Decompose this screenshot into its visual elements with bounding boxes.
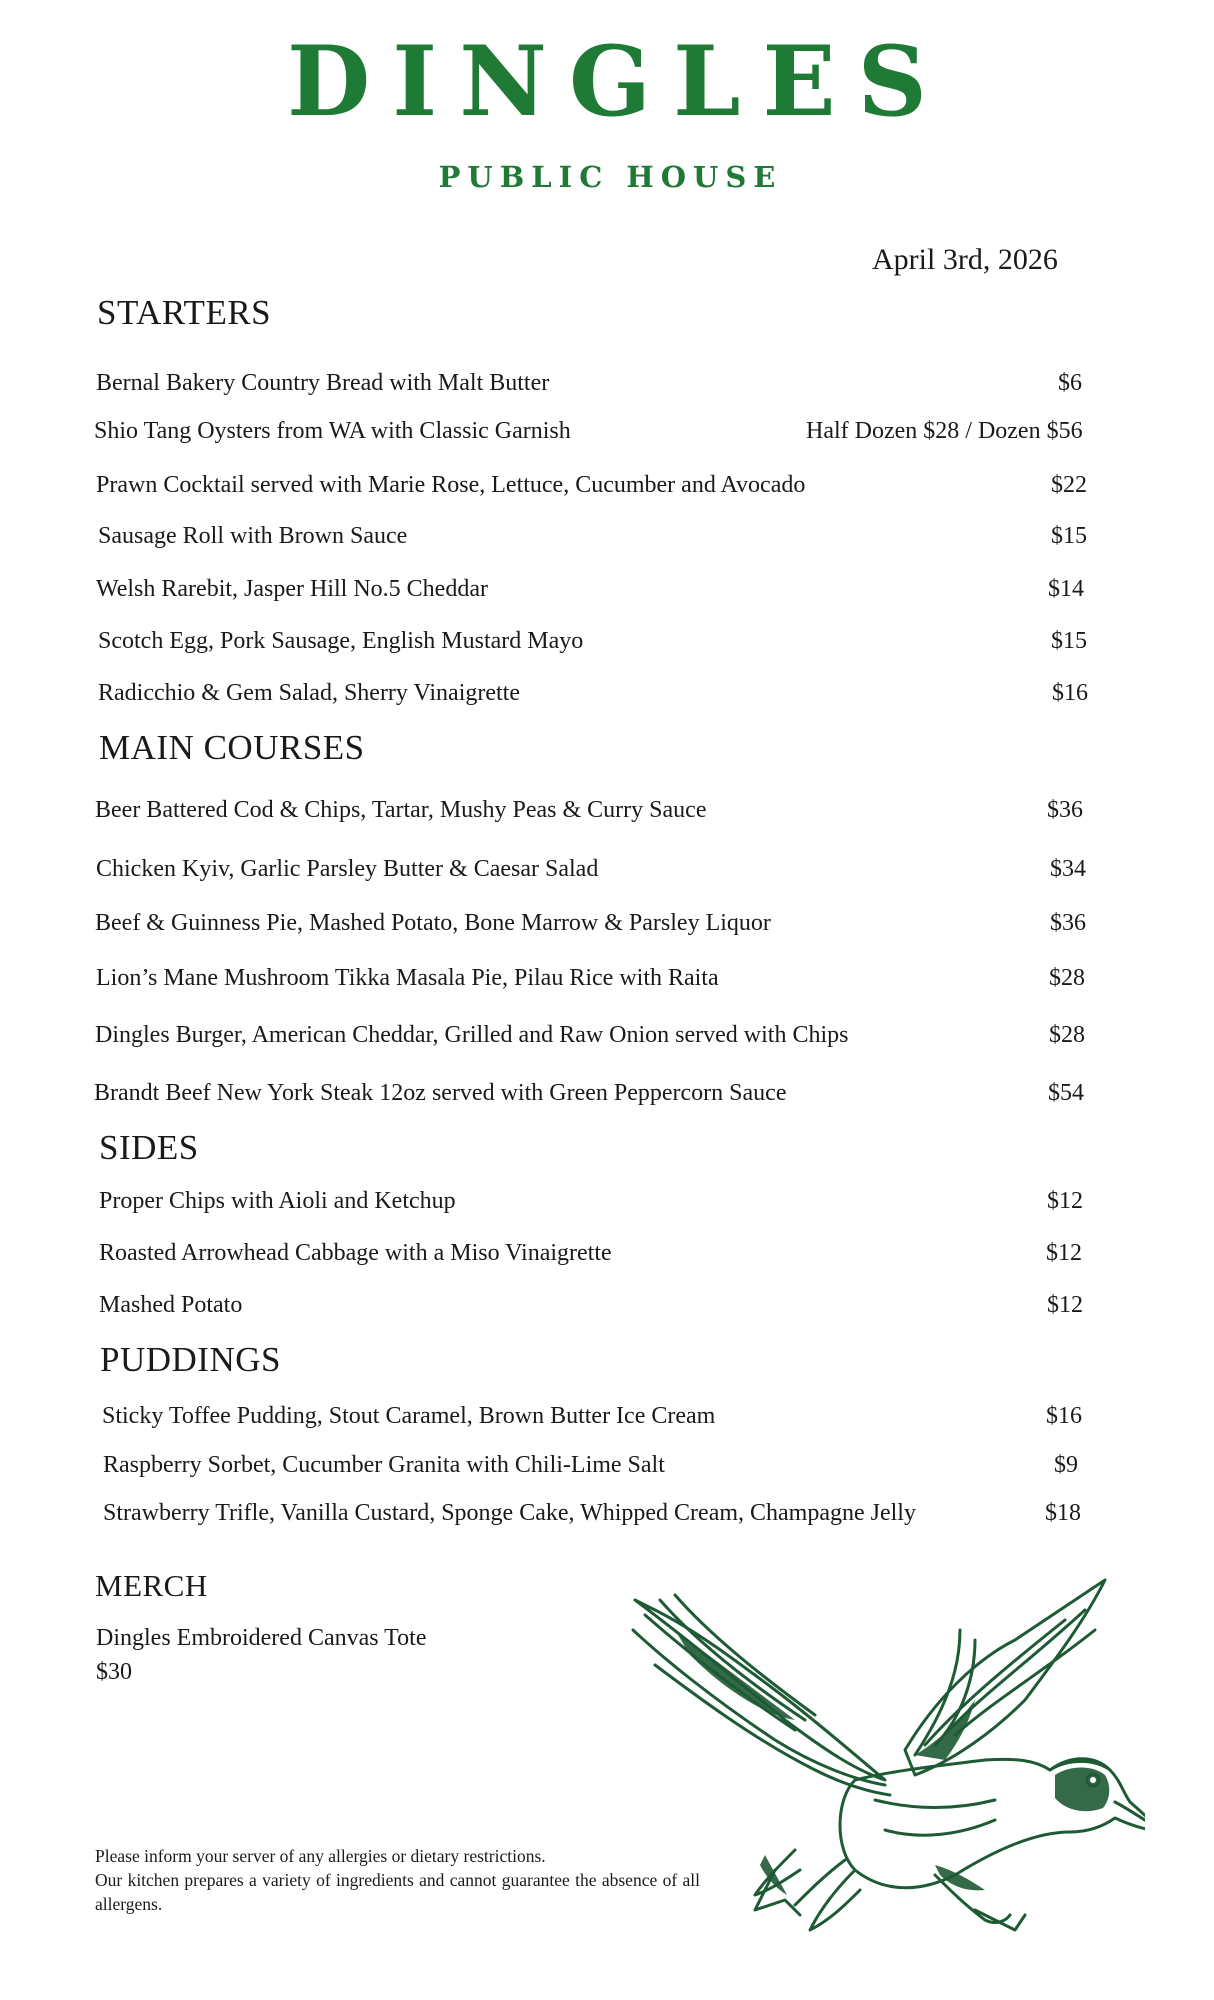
menu-item-price: $36 xyxy=(1050,910,1086,936)
allergy-line-2: Our kitchen prepares a variety of ingredients and cannot guarantee the absence of all allergens. xyxy=(95,1870,700,1914)
menu-item-price: $14 xyxy=(1048,576,1084,602)
menu-item-name: Raspberry Sorbet, Cucumber Granita with Chili-Lime Salt xyxy=(103,1452,665,1478)
menu-item-name: Welsh Rarebit, Jasper Hill No.5 Cheddar xyxy=(96,576,488,602)
menu-item-price: $9 xyxy=(1054,1452,1078,1478)
menu-item-price: $28 xyxy=(1049,965,1085,991)
section-title-main-courses: MAIN COURSES xyxy=(99,728,365,767)
allergy-notice xyxy=(95,1844,700,1916)
menu-item-price: $34 xyxy=(1050,856,1086,882)
menu-date: April 3rd, 2026 xyxy=(872,243,1058,276)
menu-item-price: $36 xyxy=(1047,797,1083,823)
allergy-line-1: Please inform your server of any allergies or dietary restrictions. xyxy=(95,1846,546,1866)
menu-item-name: Mashed Potato xyxy=(99,1292,243,1318)
menu-item-price: $54 xyxy=(1048,1080,1084,1106)
menu-item-price: $16 xyxy=(1052,680,1088,706)
menu-item-price: $12 xyxy=(1047,1188,1083,1214)
menu-item-name: Radicchio & Gem Salad, Sherry Vinaigrette xyxy=(98,680,521,706)
merch-item-price: $30 xyxy=(96,1659,132,1685)
menu-item-price: $18 xyxy=(1045,1500,1081,1526)
section-title-merch: MERCH xyxy=(95,1568,208,1603)
section-title-puddings: PUDDINGS xyxy=(100,1340,281,1379)
brand-header xyxy=(0,25,1214,194)
menu-item-name: Beef & Guinness Pie, Mashed Potato, Bone Marrow & Parsley Liquor xyxy=(95,910,771,936)
duck-illustration-icon xyxy=(615,1570,1145,1940)
menu-item-name: Brandt Beef New York Steak 12oz served with Green Peppercorn Sauce xyxy=(94,1080,787,1106)
merch-item-name: Dingles Embroidered Canvas Tote xyxy=(96,1625,427,1651)
menu-item-price: $28 xyxy=(1049,1022,1085,1048)
menu-item-name: Shio Tang Oysters from WA with Classic Garnish xyxy=(94,418,571,444)
menu-item-name: Sticky Toffee Pudding, Stout Caramel, Brown Butter Ice Cream xyxy=(102,1403,716,1429)
menu-item-price: $15 xyxy=(1051,628,1087,654)
menu-item-name: Beer Battered Cod & Chips, Tartar, Mushy Peas & Curry Sauce xyxy=(95,797,707,823)
menu-item-name: Prawn Cocktail served with Marie Rose, Lettuce, Cucumber and Avocado xyxy=(96,472,806,498)
menu-item-name: Dingles Burger, American Cheddar, Grilled and Raw Onion served with Chips xyxy=(95,1022,849,1048)
menu-item-name: Scotch Egg, Pork Sausage, English Mustard Mayo xyxy=(98,628,584,654)
menu-item-name: Roasted Arrowhead Cabbage with a Miso Vinaigrette xyxy=(99,1240,612,1266)
menu-item-name: Lion’s Mane Mushroom Tikka Masala Pie, Pilau Rice with Raita xyxy=(96,965,719,991)
menu-item-name: Chicken Kyiv, Garlic Parsley Butter & Caesar Salad xyxy=(96,856,599,882)
menu-item-price: $16 xyxy=(1046,1403,1082,1429)
menu-item-price: Half Dozen $28 / Dozen $56 xyxy=(806,418,1083,444)
brand-name: DINGLES xyxy=(287,25,949,138)
section-title-sides: SIDES xyxy=(99,1128,199,1167)
menu-item-name: Sausage Roll with Brown Sauce xyxy=(98,523,408,549)
menu-item-price: $6 xyxy=(1058,370,1082,396)
menu-item-name: Strawberry Trifle, Vanilla Custard, Sponge Cake, Whipped Cream, Champagne Jelly xyxy=(103,1500,916,1526)
menu-item-price: $22 xyxy=(1051,472,1087,498)
menu-item-name: Proper Chips with Aioli and Ketchup xyxy=(99,1188,456,1214)
menu-item-name: Bernal Bakery Country Bread with Malt Butter xyxy=(96,370,550,396)
menu-item-price: $15 xyxy=(1051,523,1087,549)
menu-item-price: $12 xyxy=(1046,1240,1082,1266)
brand-subtitle: PUBLIC HOUSE xyxy=(438,160,783,194)
menu-item-price: $12 xyxy=(1047,1292,1083,1318)
section-title-starters: STARTERS xyxy=(97,293,272,332)
